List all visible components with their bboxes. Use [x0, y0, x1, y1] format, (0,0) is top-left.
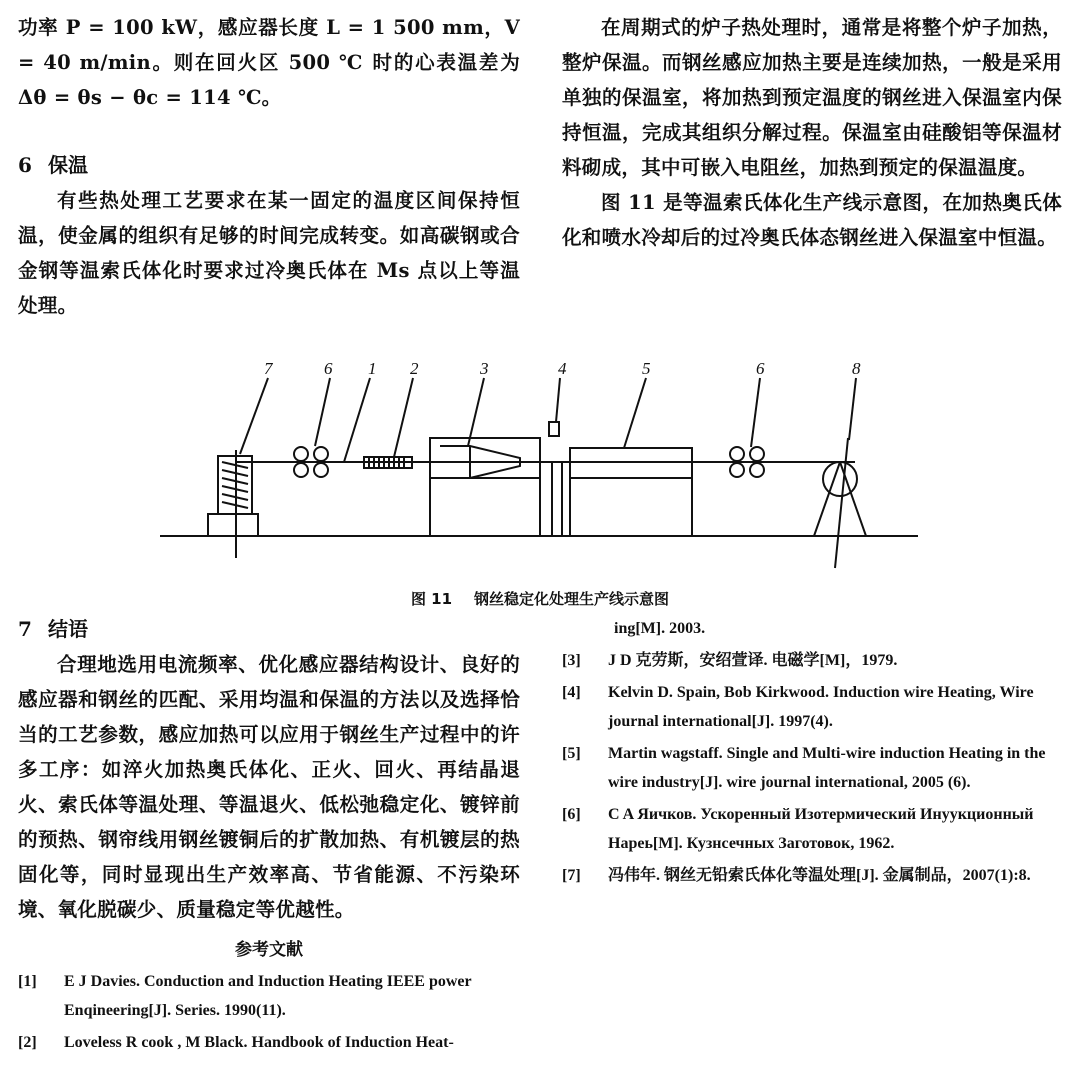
section-6-heading [18, 147, 520, 183]
payoff-spool [208, 450, 258, 558]
section-7-heading [18, 611, 520, 647]
section-6-number: 6 [18, 153, 32, 177]
temperature-sensor [549, 422, 559, 436]
label-3: 3 [480, 359, 489, 378]
paragraph-power: 功率 P = 100 kW，感应器长度 L = 1 500 mm，V = 40 m/min。则在回火区 500 ℃ 时的心表温差为 Δθ = θs − θc = 114 ℃。 [18, 16, 520, 109]
references-title: 参考文献 [235, 940, 303, 960]
reference-item: [6] C A Яичков. Ускоренный Изотермический Инуукционный Нарeь[M]. Кузнсечных Заготовок, 1962. [562, 806, 1034, 852]
section-6-title: 保温 [48, 153, 88, 177]
left-column-top [18, 10, 520, 323]
reference-item: [4] Kelvin D. Spain, Bob Kirkwood. Induction wire Heating, Wire journal international[J]. 1997(4). [562, 684, 1034, 730]
paragraph-furnace: 在周期式的炉子热处理时，通常是将整个炉子加热，整炉保温。而钢丝感应加热主要是连续加热，一般是采用单独的保温室，将加热到预定温度的钢丝进入保温室内保持恒温，完成其组织分解过程。保温室由硅酸铝等保温材料砌成，其中可嵌入电阻丝，加热到预定的保温温度。 [562, 16, 1062, 179]
figure-number: 图 11 [410, 590, 453, 608]
reference-item: [2] Loveless R cook , M Black. Handbook of Induction Heat- [18, 1034, 454, 1051]
figure-title: 钢丝稳定化处理生产线示意图 [474, 590, 670, 608]
right-column-bottom [562, 614, 1062, 893]
reference-item: [3] J D 克劳斯，安绍萱译. 电磁学[M]，1979. [562, 652, 898, 669]
paragraph-figure-ref: 图 11 是等温索氏体化生产线示意图，在加热奥氏体化和喷水冷却后的过冷奥氏体态钢丝进入保温室中恒温。 [562, 191, 1062, 249]
reference-item: [1] E J Davies. Conduction and Induction Heating IEEE power Enqineering[J]. Series. 1990(11). [18, 973, 472, 1019]
label-4: 4 [558, 359, 567, 378]
reference-continuation: ing[M]. 2003. [614, 620, 706, 637]
label-6-right: 6 [756, 359, 765, 378]
label-2: 2 [410, 359, 419, 378]
reference-item: [5] Martin wagstaff. Single and Multi-wire induction Heating in the wire industry[J]. wire journal international, 2005 (6). [562, 745, 1046, 791]
section-7-number: 7 [18, 617, 32, 641]
right-column-top [562, 10, 1062, 255]
section-7-title: 结语 [48, 617, 88, 641]
label-1: 1 [368, 359, 377, 378]
paragraph-holding: 有些热处理工艺要求在某一固定的温度区间保持恒温，使金属的组织有足够的时间完成转变。如高碳钢或合金钢等温索氏体化时要求过冷奥氏体在 Ms 点以上等温处理。 [18, 189, 520, 317]
reference-item: [7] 冯伟年. 钢丝无铅索氏体化等温处理[J]. 金属制品，2007(1):8. [562, 867, 1031, 884]
water-spray-box [430, 438, 540, 536]
label-6-left: 6 [324, 359, 333, 378]
production-line-diagram [0, 350, 1080, 580]
figure-caption [0, 588, 1080, 609]
left-column-bottom [18, 611, 520, 1060]
label-7: 7 [264, 359, 273, 378]
paragraph-conclusion: 合理地选用电流频率、优化感应器结构设计、良好的感应器和钢丝的匹配、采用均温和保温的方法以及选择恰当的工艺参数，感应加热可以应用于钢丝生产过程中的许多工序：如淬火加热奥氏体化、正火、回火、再结晶退火、索氏体等温处理、等温退火、低松弛稳定化、镀锌前的预热、钢帘线用钢丝镀铜后的扩散加热、有机镀层的热固化等，同时显现出生产效率高、节省能源、不污染环境、氧化脱碳少、质量稳定等优越性。 [18, 653, 520, 921]
label-8: 8 [852, 359, 861, 378]
take-up-reel [814, 438, 866, 568]
label-5: 5 [642, 359, 651, 378]
